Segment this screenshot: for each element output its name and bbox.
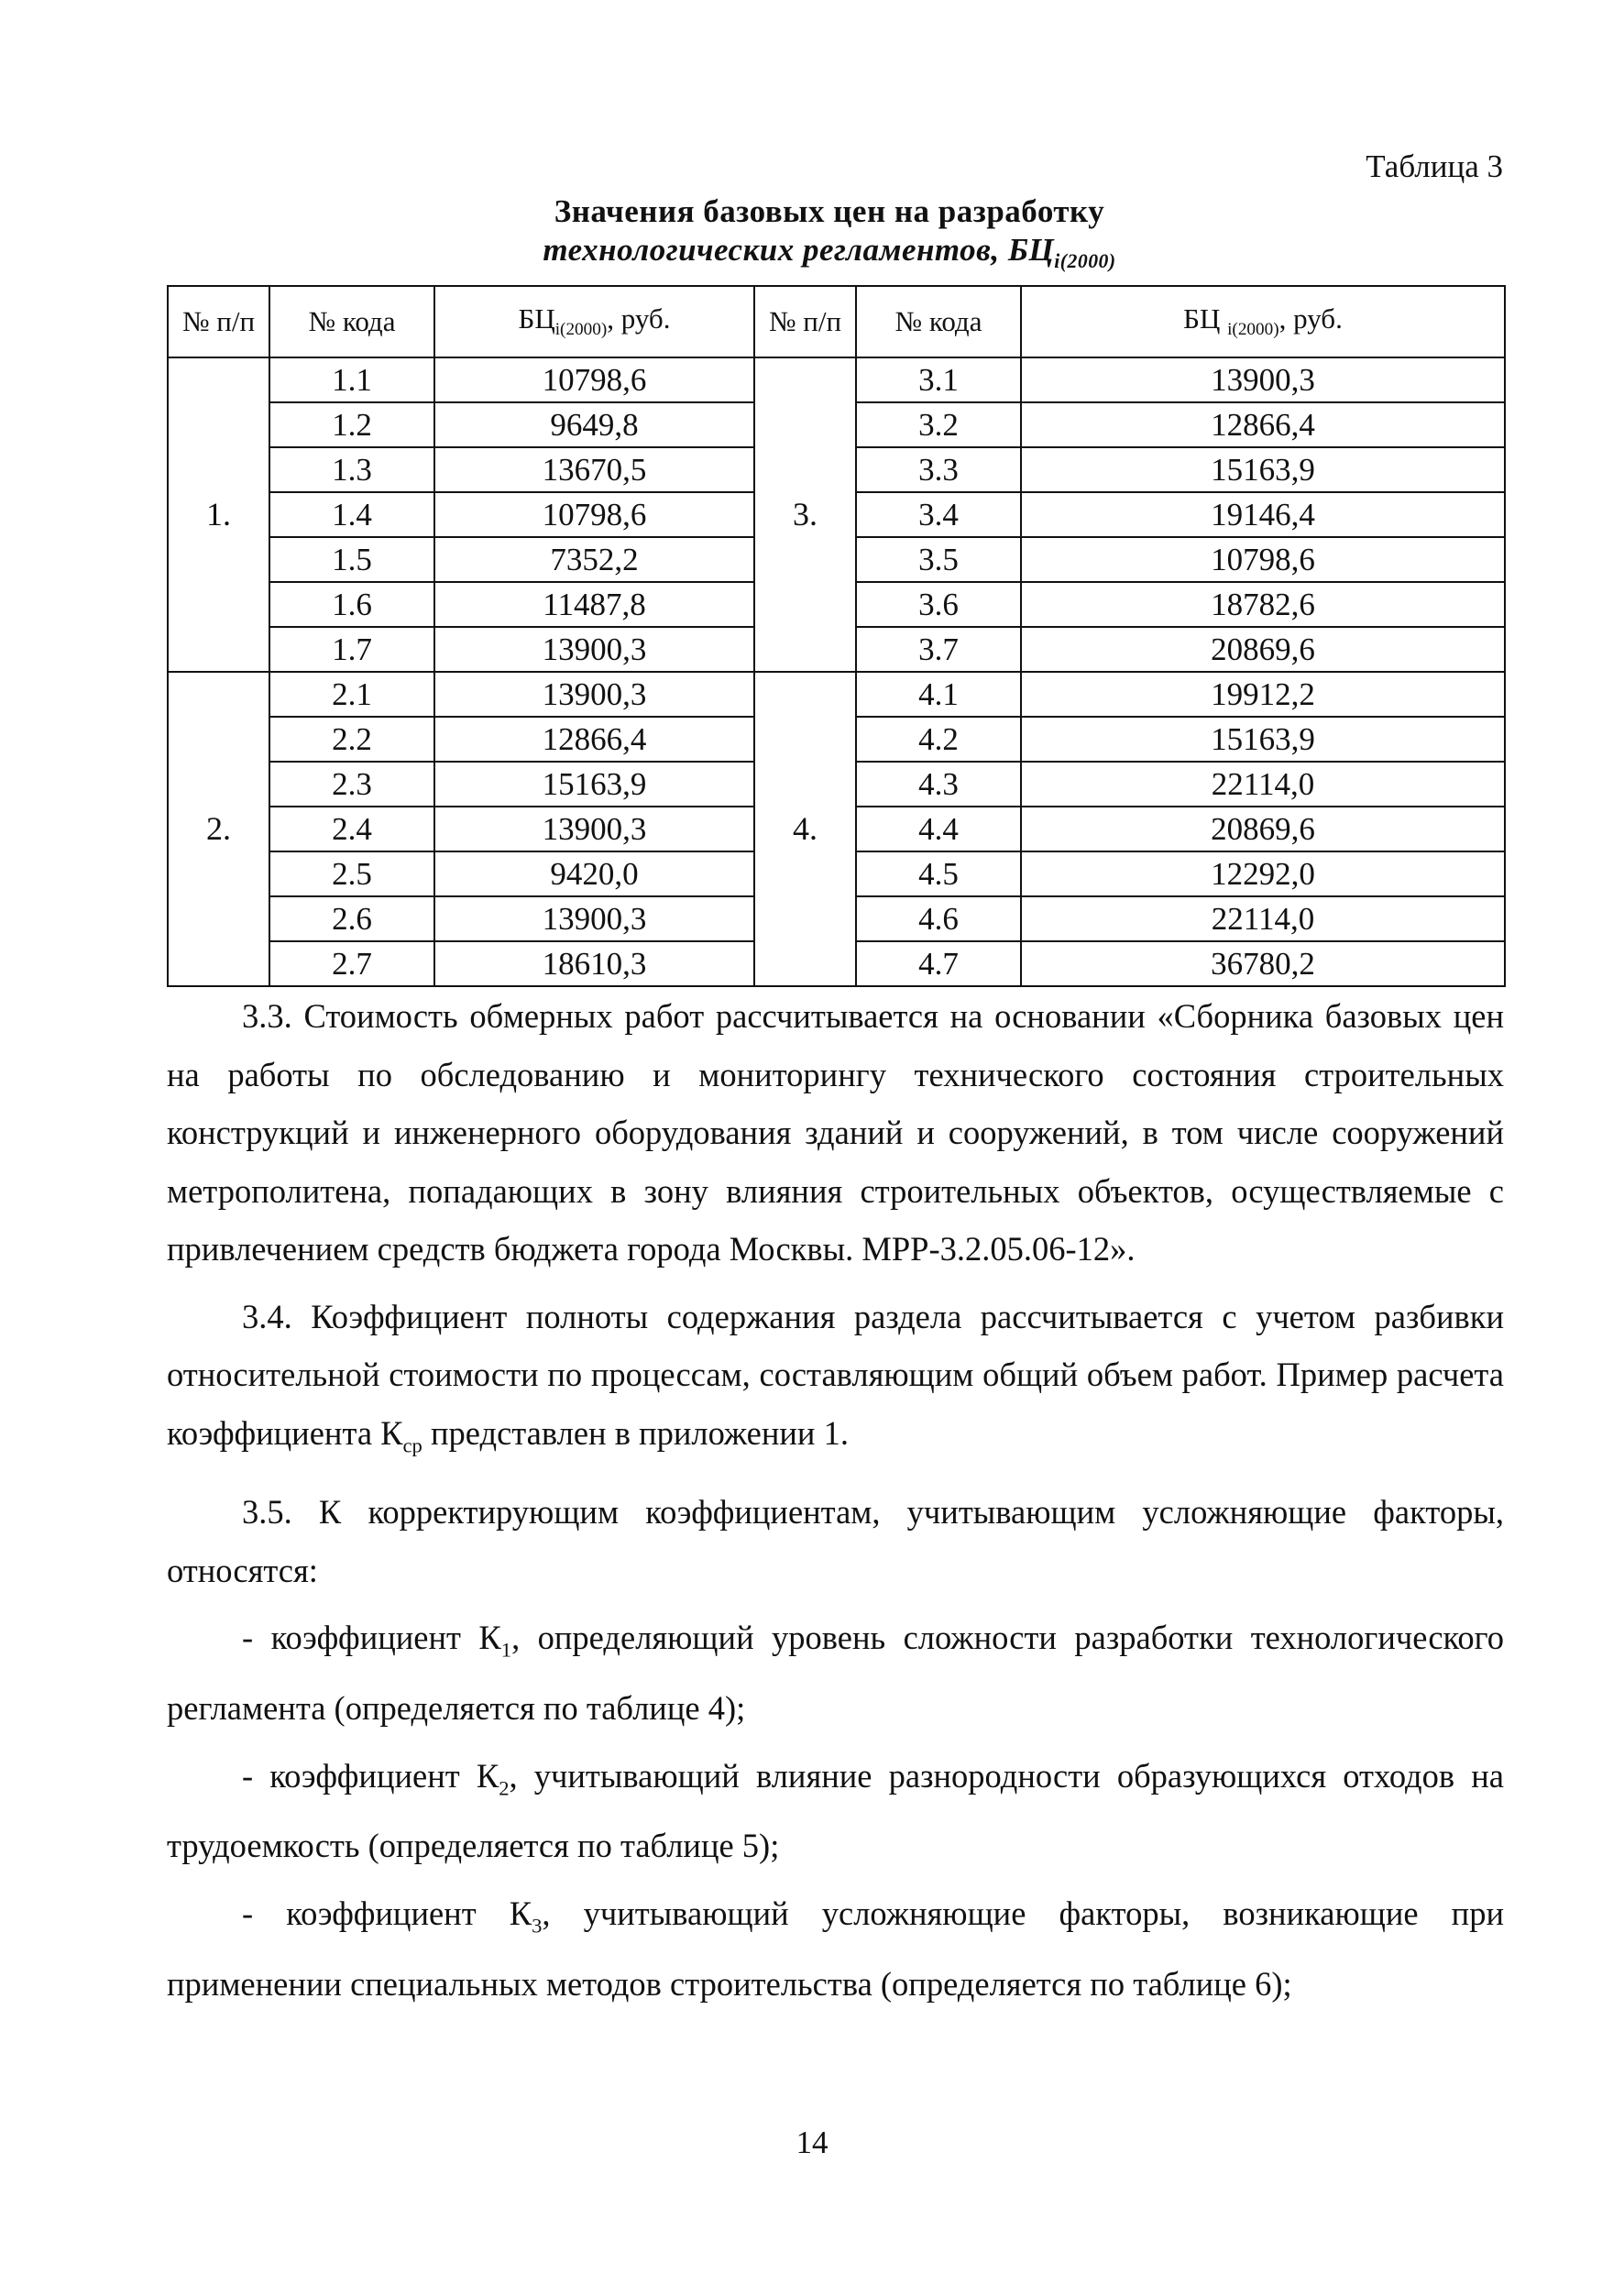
- group-cell-4: 4.: [754, 672, 856, 986]
- code-cell: 2.3: [269, 762, 434, 807]
- paragraph-3-4: 3.4. Коэффициент полноты содержания раздела рассчитывается с учетом разбивки относительной стоимости по процессам, составляющим общий объем работ. Пример расчета коэффициента $К_{ср}$ представлен в приложении 1.: [167, 1297, 1504, 1456]
- paragraph-3-3: 3.3. Стоимость обмерных работ рассчитывается на основании «Сборника базовых цен на работы по обследованию и мониторингу технического состояния строительных конструкций и инженерного оборудования зданий и сооружений, в том числе сооружений метрополитена, попадающих в зону влияния строительных объектов, осуществляемые с привлечением средств бюджета города Москвы. МРР-3.2.05.06-12».: [167, 997, 1504, 1268]
- code-cell: 1.5: [269, 537, 434, 582]
- price-cell: 13900,3: [434, 896, 754, 941]
- code-cell: 4.1: [856, 672, 1021, 717]
- header-price-left: $БЦ_{i(2000)}$, руб.: [434, 286, 754, 357]
- code-cell: 2.7: [269, 941, 434, 986]
- price-cell: 18782,6: [1021, 582, 1505, 627]
- code-cell: 1.6: [269, 582, 434, 627]
- price-cell: 22114,0: [1021, 896, 1505, 941]
- price-cell: 13900,3: [434, 807, 754, 851]
- price-cell: 18610,3: [434, 941, 754, 986]
- code-cell: 4.5: [856, 851, 1021, 896]
- code-cell: 2.4: [269, 807, 434, 851]
- price-cell: 12292,0: [1021, 851, 1505, 896]
- price-cell: 36780,2: [1021, 941, 1505, 986]
- code-cell: 1.3: [269, 447, 434, 492]
- price-cell: 12866,4: [434, 717, 754, 762]
- price-cell: 10798,6: [1021, 537, 1505, 582]
- price-cell: 13900,3: [434, 627, 754, 672]
- price-cell: 11487,8: [434, 582, 754, 627]
- price-cell: 10798,6: [434, 357, 754, 402]
- price-cell: 19912,2: [1021, 672, 1505, 717]
- price-cell: 13900,3: [1021, 357, 1505, 402]
- code-cell: 3.6: [856, 582, 1021, 627]
- code-cell: 3.7: [856, 627, 1021, 672]
- code-cell: 2.1: [269, 672, 434, 717]
- code-cell: 1.2: [269, 402, 434, 447]
- code-cell: 4.7: [856, 941, 1021, 986]
- code-cell: 3.4: [856, 492, 1021, 537]
- code-cell: 4.4: [856, 807, 1021, 851]
- header-np-left: № п/п: [168, 286, 269, 357]
- code-cell: 3.2: [856, 402, 1021, 447]
- body-text: [167, 987, 1504, 2022]
- group-cell-1: 1.: [168, 357, 269, 672]
- group-cell-3: 3.: [754, 357, 856, 672]
- list-item-k1: - коэффициент $К_1$, определяющий уровень сложности разработки технологического регламента (определяется по таблице 4);: [167, 1619, 1504, 1728]
- price-cell: 20869,6: [1021, 807, 1505, 851]
- price-cell: 13900,3: [434, 672, 754, 717]
- group-cell-2: 2.: [168, 672, 269, 986]
- price-cell: 13670,5: [434, 447, 754, 492]
- list-item-k3: - коэффициент $К_3$, учитывающий усложняющие факторы, возникающие при применении специальных методов строительства (определяется по таблице 6);: [167, 1894, 1504, 2003]
- price-cell: 19146,4: [1021, 492, 1505, 537]
- header-np-right: № п/п: [754, 286, 856, 357]
- price-cell: 9649,8: [434, 402, 754, 447]
- price-cell: 15163,9: [1021, 447, 1505, 492]
- header-code-left: № кода: [269, 286, 434, 357]
- price-cell: 15163,9: [434, 762, 754, 807]
- price-cell: 22114,0: [1021, 762, 1505, 807]
- code-cell: 1.7: [269, 627, 434, 672]
- price-cell: 12866,4: [1021, 402, 1505, 447]
- code-cell: 3.5: [856, 537, 1021, 582]
- price-cell: 20869,6: [1021, 627, 1505, 672]
- code-cell: 2.6: [269, 896, 434, 941]
- header-price-right: БЦ $_{i(2000)}$, руб.: [1021, 286, 1505, 357]
- header-code-right: № кода: [856, 286, 1021, 357]
- page-number: 14: [796, 2125, 828, 2160]
- code-cell: 4.2: [856, 717, 1021, 762]
- code-cell: 3.3: [856, 447, 1021, 492]
- table-row: [168, 672, 1505, 717]
- code-cell: 2.5: [269, 851, 434, 896]
- price-cell: 10798,6: [434, 492, 754, 537]
- table-header-row: [168, 286, 1505, 357]
- caption-line-1: Значения базовых цен на разработку: [554, 193, 1105, 229]
- caption-subscript: i(2000): [1054, 250, 1116, 272]
- price-cell: 9420,0: [434, 851, 754, 896]
- code-cell: 4.3: [856, 762, 1021, 807]
- list-item-k2: - коэффициент $К_2$, учитывающий влияние разнородности образующихся отходов на трудоемкость (определяется по таблице 5);: [167, 1756, 1504, 1865]
- caption-line-2: [367, 231, 1292, 280]
- code-cell: 3.1: [856, 357, 1021, 402]
- paragraph-3-5: 3.5. К корректирующим коэффициентам, учитывающим усложняющие факторы, относятся:: [167, 1493, 1504, 1589]
- table-row: [168, 357, 1505, 402]
- price-cell: 7352,2: [434, 537, 754, 582]
- price-cell: 15163,9: [1021, 717, 1505, 762]
- base-prices-table: [167, 285, 1506, 987]
- table-caption: [367, 192, 1292, 280]
- code-cell: 4.6: [856, 896, 1021, 941]
- table-number-label: Таблица 3: [1366, 148, 1503, 184]
- code-cell: 2.2: [269, 717, 434, 762]
- caption-line-2-text: технологических регламентов, БЦ: [543, 232, 1055, 268]
- code-cell: 1.4: [269, 492, 434, 537]
- code-cell: 1.1: [269, 357, 434, 402]
